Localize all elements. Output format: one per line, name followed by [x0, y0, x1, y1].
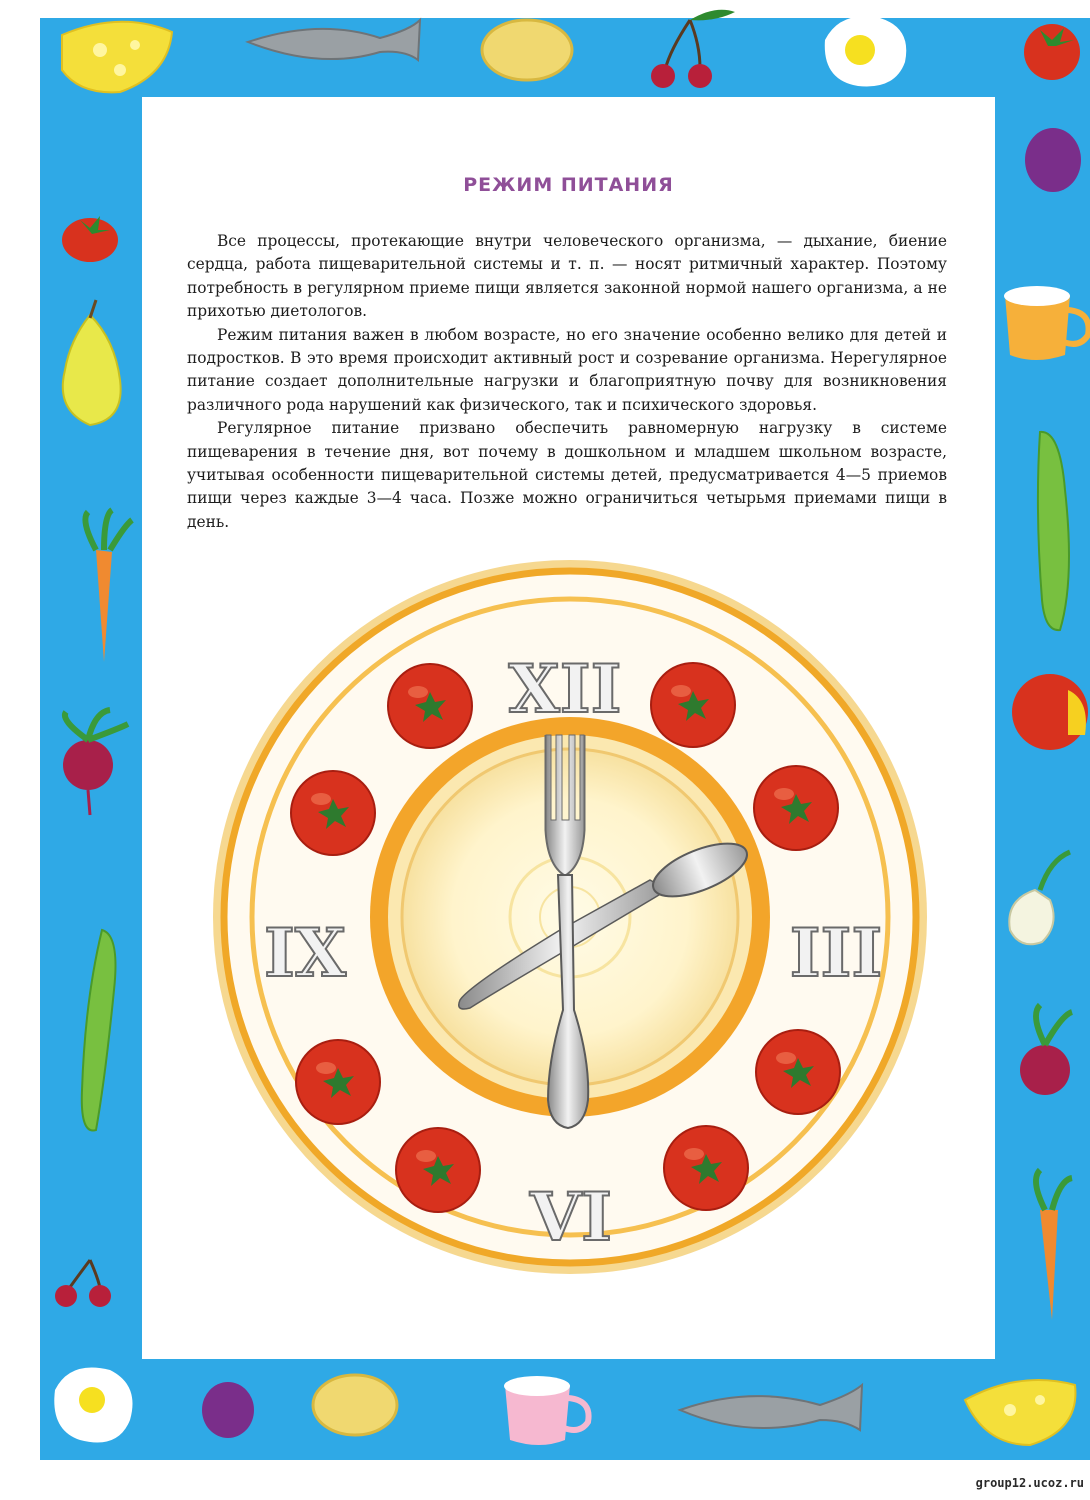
tomato-hour-marker-6 [756, 1030, 840, 1114]
tomato-hour-marker-4 [754, 766, 838, 850]
tomato-hour-marker-5 [296, 1040, 380, 1124]
paragraph-1: Все процессы, протекающие внутри человеческого организма, — дыхание, биение сердца, работа пищеварительной системы и т. п. — носят ритмичный характер. Поэтому потребность в регулярном приеме пищи является законной нормой нашего организма, а не прихотью диетологов. [187, 232, 947, 321]
tomato-hour-marker-8 [664, 1126, 748, 1210]
paragraph-3: Регулярное питание призвано обеспечить равномерную нагрузку в системе пищеварения в течение дня, вот почему в дошкольном и младшем школьном возрасте, учитывая особенности пищеварительной системы детей, предусматривается 4—5 приемов пищи через каждые 3—4 часа. Позже можно ограничиться четырьмя приемами пищи в день. [187, 419, 947, 531]
numeral-nine: IX [263, 914, 347, 992]
tomato-hour-marker-2 [651, 663, 735, 747]
watermark: group12.ucoz.ru [975, 1476, 1084, 1490]
tomato-hour-marker-3 [291, 771, 375, 855]
numeral-six: VI [529, 1178, 613, 1256]
page-title: РЕЖИМ ПИТАНИЯ [463, 174, 674, 196]
numeral-twelve: XII [508, 650, 622, 728]
tomato-hour-marker-1 [388, 664, 472, 748]
paragraph-2: Режим питания важен в любом возрасте, но его значение особенно велико для детей и подростков. В это время происходит активный рост и созревание организма. Нерегулярное питание создает дополнительные нагрузки и благоприятную почву для возникновения различного рода нарушений как физического, так и психического здоровья. [187, 325, 947, 414]
tomato-hour-marker-7 [396, 1128, 480, 1212]
numeral-three: III [789, 914, 883, 992]
